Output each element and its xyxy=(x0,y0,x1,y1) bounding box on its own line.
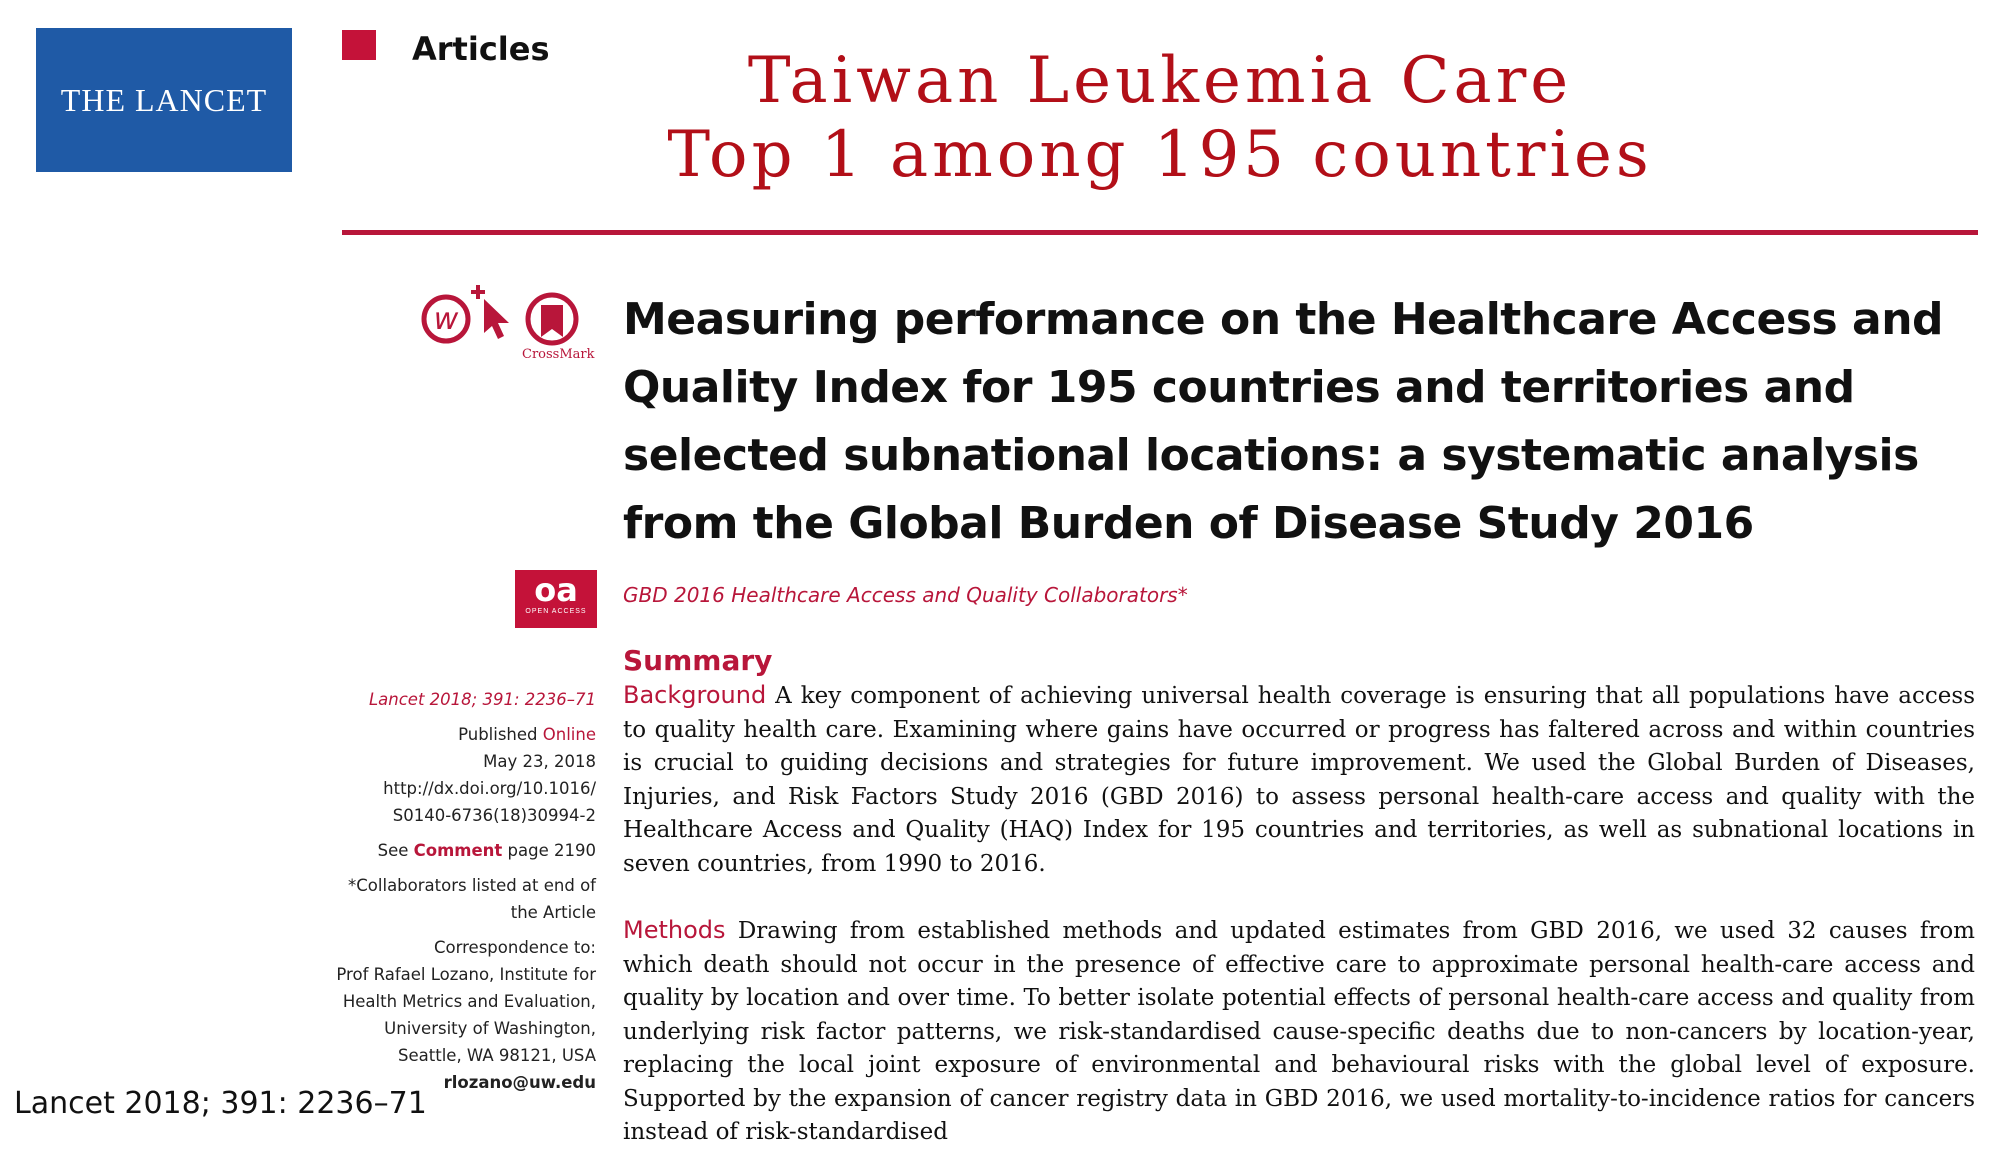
summary-heading: Summary xyxy=(623,644,773,677)
corr-email[interactable]: rlozano@uw.edu xyxy=(443,1073,596,1092)
slide-title xyxy=(560,44,1760,192)
oa-badge-subtext: OPEN ACCESS xyxy=(525,608,587,615)
articles-square-mark xyxy=(342,30,376,60)
published-prefix: Published xyxy=(458,725,543,744)
oa-badge-text: oa xyxy=(534,571,578,609)
sidebar-citation-text: Lancet 2018; 391: 2236–71 xyxy=(368,690,596,709)
sidebar-published xyxy=(300,721,596,829)
published-date: May 23, 2018 xyxy=(483,752,596,771)
sidebar-citation xyxy=(300,686,596,713)
svg-text:w: w xyxy=(433,302,459,337)
methods-text: Drawing from established methods and updated estimates from GBD 2016, we used 32 causes from which death should not occur in the presence of effective care to approximate personal health-care access and quality by location and over time. To better isolate potential effects of personal health-care access and quality from underlying risk factor patterns, we risk-standardised cause-specific deaths due to non-cancers by location-year, replacing the local joint exposure of environmental and behavioural risks with the global level of exposure. Supported by the expansion of cancer registry data in GBD 2016, we used mortality-to-incidence ratios for cancers instead of risk-standardised xyxy=(623,918,1975,1145)
web-icon xyxy=(424,297,468,341)
doi-line2[interactable]: S0140-6736(18)30994-2 xyxy=(392,806,596,825)
lancet-logo xyxy=(36,28,292,172)
corr-line3: University of Washington, xyxy=(384,1019,596,1038)
paper-authors: GBD 2016 Healthcare Access and Quality Collaborators* xyxy=(623,583,1188,607)
background-label: Background xyxy=(623,681,767,709)
header-rule xyxy=(342,230,1978,235)
sidebar-collaborators xyxy=(300,872,596,926)
paper-title: Measuring performance on the Healthcare Access and Quality Index for 195 countries and territories and selected subnational locations: a systematic analysis from the Global Burden of Disease Study 2016 xyxy=(623,294,1944,549)
methods-paragraph xyxy=(623,914,1975,1150)
sidebar-correspondence xyxy=(300,934,596,1096)
background-paragraph xyxy=(623,679,1975,881)
section-label: Articles xyxy=(412,30,550,68)
footer-citation: Lancet 2018; 391: 2236–71 xyxy=(14,1086,427,1121)
slide-title-line2: Top 1 among 195 countries xyxy=(667,118,1653,192)
collab-line2: the Article xyxy=(510,903,596,922)
corr-line2: Health Metrics and Evaluation, xyxy=(342,992,596,1011)
published-online-link[interactable]: Online xyxy=(542,725,596,744)
crossmark-icon xyxy=(528,295,576,343)
doi-line1[interactable]: http://dx.doi.org/10.1016/ xyxy=(383,779,596,798)
methods-label: Methods xyxy=(623,916,726,944)
comment-link[interactable]: Comment xyxy=(413,841,503,860)
lancet-logo-text: THE LANCET xyxy=(60,81,268,118)
corr-line1: Prof Rafael Lozano, Institute for xyxy=(336,965,596,984)
background-text: A key component of achieving universal health coverage is ensuring that all populations have access to quality health care. Examining where gains have occurred or progress has faltered across and within countries is crucial to guiding decisions and strategies for future improvement. We used the Global Burden of Diseases, Injuries, and Risk Factors Study 2016 (GBD 2016) to assess personal health-care access and quality with the Healthcare Access and Quality (HAQ) Index for 195 countries and territories, as well as subnational locations in seven countries, from 1990 to 2016. xyxy=(623,683,1975,877)
see-page: page 2190 xyxy=(502,841,596,860)
slide-title-line1: Taiwan Leukemia Care xyxy=(747,44,1573,118)
corr-line4: Seattle, WA 98121, USA xyxy=(398,1046,596,1065)
sidebar-see-comment xyxy=(300,837,596,864)
open-access-badge xyxy=(515,570,597,628)
crossmark-label: CrossMark xyxy=(522,347,595,362)
corr-label: Correspondence to: xyxy=(434,938,596,957)
see-prefix: See xyxy=(377,841,414,860)
collab-line1: *Collaborators listed at end of xyxy=(348,876,596,895)
cursor-plus-icon xyxy=(471,285,509,339)
